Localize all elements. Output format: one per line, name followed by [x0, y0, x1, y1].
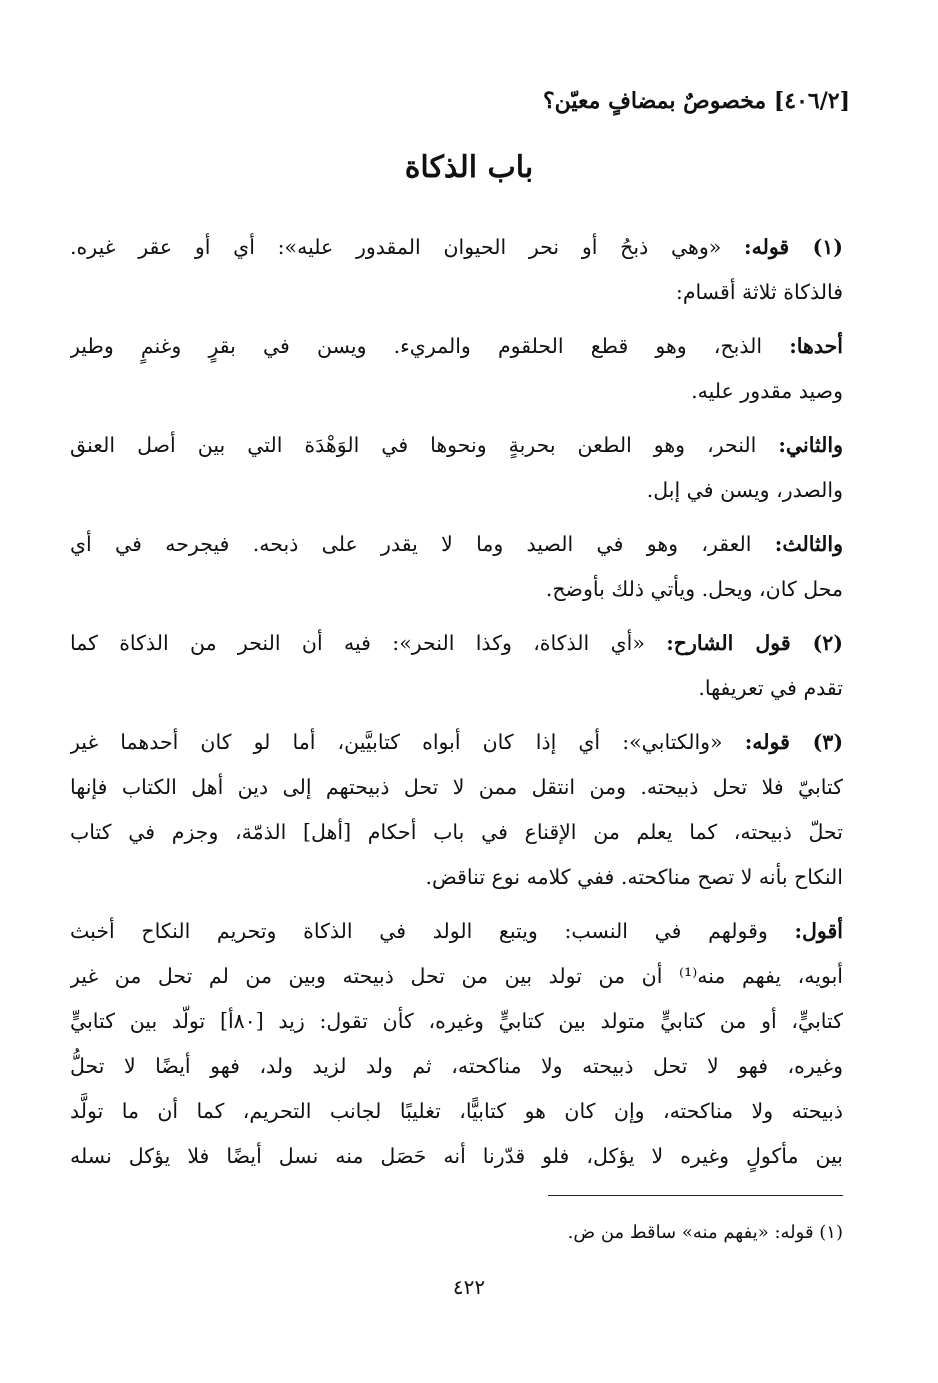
paragraph-gap — [70, 612, 843, 621]
line-text: تحلّ ذبيحته، كما يعلم من الإقناع في باب أحكام [أهل] الذمّة، وجزم في كتاب — [70, 820, 843, 844]
main-text — [70, 225, 843, 1179]
line-text: وقولهم في النسب: ويتبع الولد في الذكاة وتحريم النكاح أخبث — [70, 919, 795, 943]
paragraph — [70, 909, 843, 1179]
line-text: العقر، وهو في الصيد وما لا يقدر على ذبحه. فيجرحه في أي — [70, 532, 775, 556]
line-text: تقدم في تعريفها. — [698, 676, 843, 700]
lead-term: (٣) قوله: — [744, 730, 843, 754]
text-line — [70, 909, 843, 954]
line-text: «وهي ذبحُ أو نحر الحيوان المقدور عليه»: أي أو عقر غيره. — [70, 235, 745, 259]
text-line — [70, 666, 843, 711]
paragraph-gap — [70, 513, 843, 522]
text-line — [70, 225, 843, 270]
text-line — [70, 621, 843, 666]
lead-term: والثالث: — [774, 532, 843, 556]
lead-term: أقول: — [794, 919, 843, 943]
line-text: محل كان، ويحل. ويأتي ذلك بأوضح. — [545, 577, 843, 601]
paragraph — [70, 225, 843, 315]
text-line — [70, 468, 843, 513]
text-line — [70, 720, 843, 765]
text-line — [70, 270, 843, 315]
paragraph — [70, 423, 843, 513]
chapter-title: باب الذكاة — [404, 150, 534, 185]
line-text: النحر، وهو الطعن بحربةٍ ونحوها في الوَهْدَة التي بين أصل العنق — [70, 433, 779, 457]
paragraph-gap — [70, 315, 843, 324]
paragraph — [70, 621, 843, 711]
text-line — [70, 423, 843, 468]
line-text: «أي الذكاة، وكذا النحر»: فيه أن النحر من الذكاة كما — [70, 631, 667, 655]
text-line — [70, 855, 843, 900]
lead-term: (٢) قول الشارح: — [666, 631, 843, 655]
text-line — [70, 324, 843, 369]
line-text: بين مأكولٍ وغيره لا يؤكل، فلو قدّرنا أنه حَصَل منه نسل أيضًا فلا يؤكل نسله — [70, 1144, 843, 1168]
line-text: «والكتابي»: أي إذا كان أبواه كتابيَّين، أما لو كان أحدهما غير — [70, 730, 745, 754]
line-text: والصدر، ويسن في إبل. — [646, 478, 843, 502]
text-line — [70, 369, 843, 414]
paragraph-gap — [70, 711, 843, 720]
text-line — [70, 810, 843, 855]
text-line — [70, 1089, 843, 1134]
line-text: كتابيٍّ، أو من كتابيٍّ متولد بين كتابيٍّ وغيره، كأن تقول: زيد [٨٠أ] تولّد بين كتابيٍّ — [70, 1009, 843, 1033]
footnote-separator — [548, 1195, 843, 1196]
text-line — [70, 1044, 843, 1089]
lead-term: والثاني: — [778, 433, 843, 457]
line-text: وغيره، فهو لا تحل ذبيحته ولا مناكحته، ثم ولد لزيد ولد، فهو أيضًا لا تحلُّ — [70, 1054, 843, 1078]
line-text: ذبيحته ولا مناكحته، وإن كان هو كتابيًّا، تغليبًا لجانب التحريم، كما أن ما تولَّد — [70, 1099, 843, 1123]
line-text: وصيد مقدور عليه. — [691, 379, 843, 403]
running-header: [٤٠٦/٢] مخصوصٌ بمضافٍ معيّن؟ — [542, 88, 850, 114]
paragraph — [70, 522, 843, 612]
page-number: ٤٢٢ — [452, 1275, 486, 1299]
lead-term: أحدها: — [789, 334, 843, 358]
text-line — [70, 765, 843, 810]
paragraph — [70, 720, 843, 900]
text-line — [70, 522, 843, 567]
paragraph — [70, 324, 843, 414]
line-text: الذبح، وهو قطع الحلقوم والمريء. ويسن في بقرٍ وغنمٍ وطير — [70, 334, 790, 358]
paragraph-gap — [70, 900, 843, 909]
line-text: النكاح بأنه لا تصح مناكحته. ففي كلامه نوع تناقض. — [425, 865, 843, 889]
paragraph-gap — [70, 414, 843, 423]
text-line — [70, 567, 843, 612]
line-text: أبويه، يفهم منه⁽¹⁾ أن من تولد بين من تحل ذبيحته وبين من لم تحل من غير — [70, 964, 843, 988]
footnote: (١) قوله: «يفهم منه» ساقط من ض. — [567, 1222, 843, 1243]
text-line — [70, 1134, 843, 1179]
line-text: فالذكاة ثلاثة أقسام: — [675, 280, 843, 304]
text-line — [70, 999, 843, 1044]
text-line — [70, 954, 843, 999]
lead-term: (١) قوله: — [744, 235, 843, 259]
line-text: كتابيّ فلا تحل ذبيحته. ومن انتقل ممن لا تحل ذبيحتهم إلى دين أهل الكتاب فإنها — [70, 775, 843, 799]
